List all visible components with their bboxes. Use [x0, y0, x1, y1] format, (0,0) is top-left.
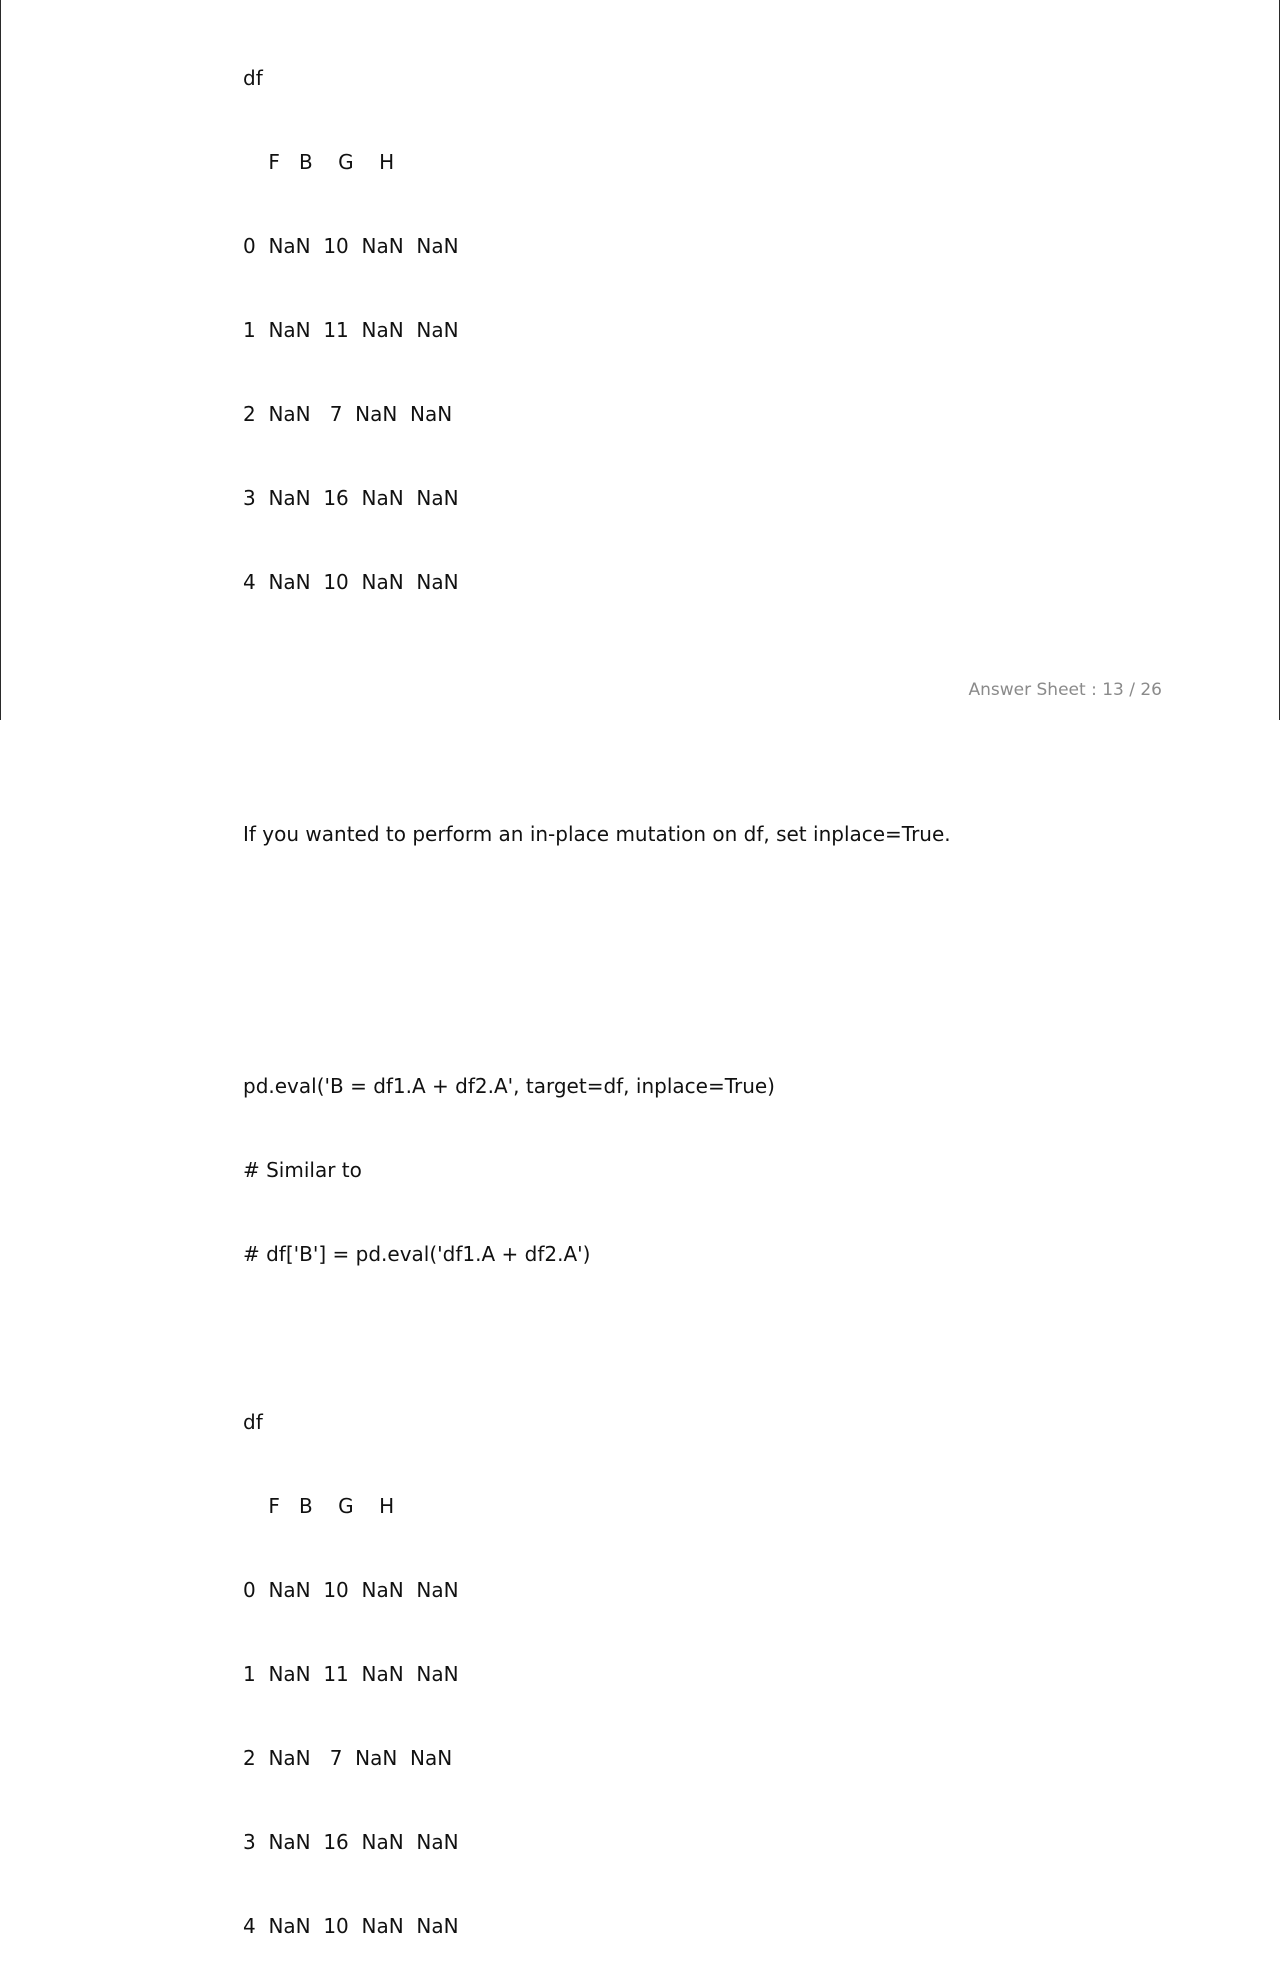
blank-line — [243, 652, 951, 680]
table-row: 0 NaN 10 NaN NaN — [243, 1578, 459, 1602]
blank-line — [243, 904, 951, 932]
table-row: 4 NaN 10 NaN NaN — [243, 1914, 459, 1938]
table-row: 1 NaN 11 NaN NaN — [243, 318, 459, 342]
blank-line — [243, 1324, 951, 1352]
code-line-df: df — [243, 66, 263, 90]
table-header: F B G H — [243, 1494, 395, 1518]
explanation-text: If you wanted to perform an in-place mutation on df, set inplace=True. — [243, 822, 951, 846]
table-row: 3 NaN 16 NaN NaN — [243, 486, 459, 510]
code-comment: # df['B'] = pd.eval('df1.A + df2.A') — [243, 1242, 591, 1266]
page-counter: Answer Sheet : 13 / 26 — [968, 680, 1162, 700]
table-header: F B G H — [243, 150, 395, 174]
blank-line — [243, 988, 951, 1016]
code-line-df: df — [243, 1410, 263, 1434]
table-row: 3 NaN 16 NaN NaN — [243, 1830, 459, 1854]
blank-line — [243, 736, 951, 764]
table-row: 4 NaN 10 NaN NaN — [243, 570, 459, 594]
table-row: 0 NaN 10 NaN NaN — [243, 234, 459, 258]
table-row: 1 NaN 11 NaN NaN — [243, 1662, 459, 1686]
code-comment: # Similar to — [243, 1158, 362, 1182]
code-line-eval: pd.eval('B = df1.A + df2.A', target=df, inplace=True) — [243, 1074, 775, 1098]
document-content — [243, 8, 951, 1968]
table-row: 2 NaN 7 NaN NaN — [243, 1746, 453, 1770]
table-row: 2 NaN 7 NaN NaN — [243, 402, 453, 426]
